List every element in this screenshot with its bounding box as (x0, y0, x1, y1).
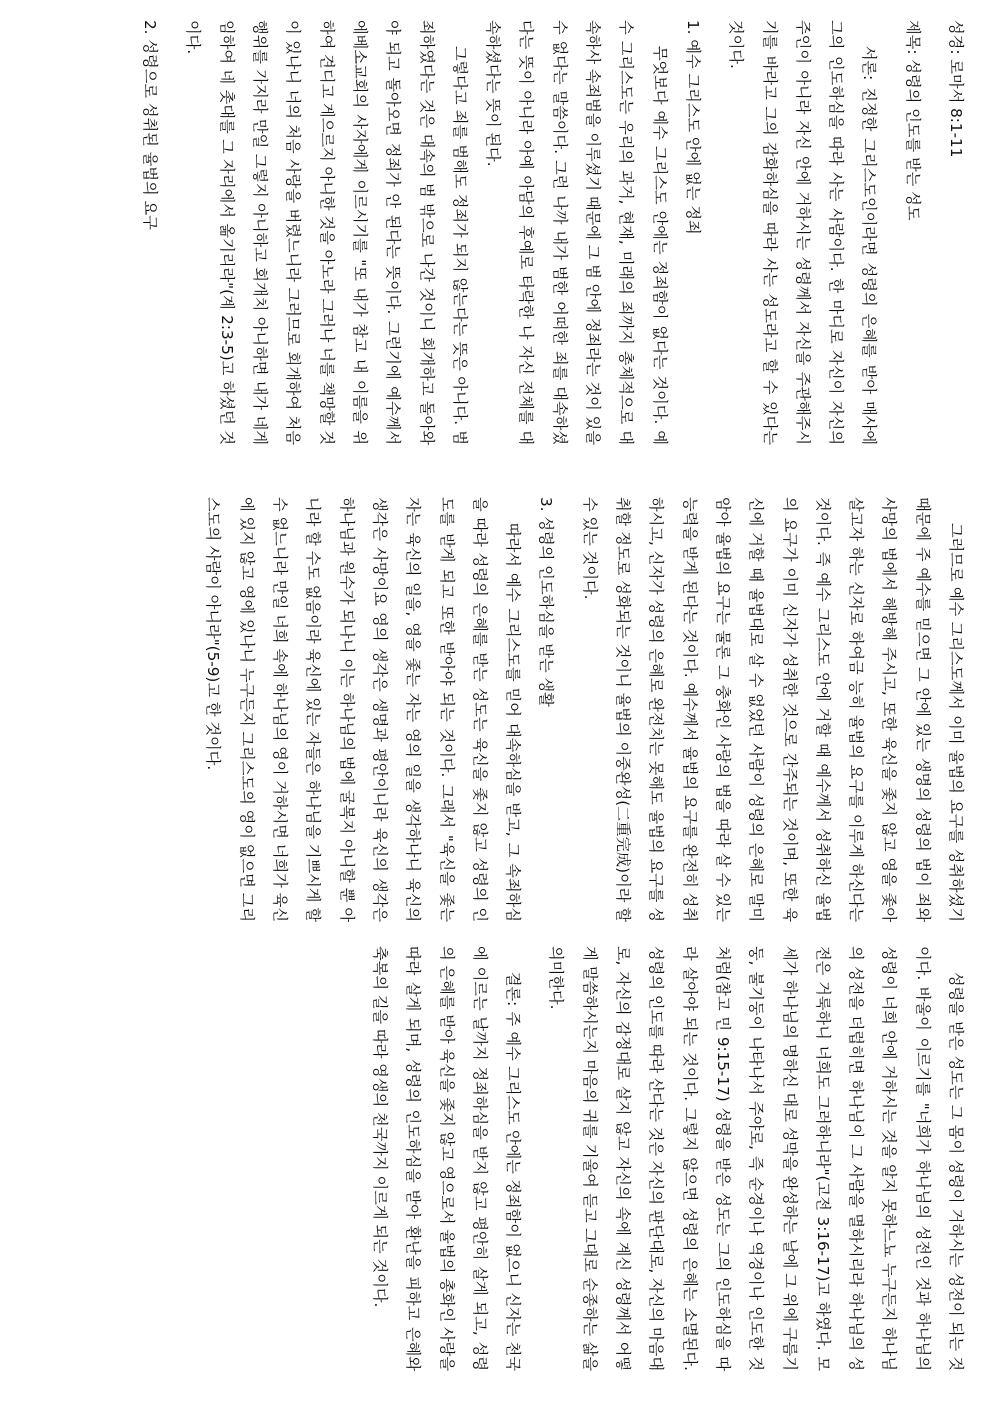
section-3-paragraph-1: 따라서 예수 그리스도를 믿어 대속하심을 받고, 그 속죄하심을 따라 성령의 은혜를 받는 성도는 육신을 좇지 않고 성령의 인도를 받게 되고 또한 받아야 되는 것이다. 그래서 "육신을 좇는 자는 육신의 일을, 영을 좇는 자는 영의 일을 생각하나니 육신의 생각은 사망이요 영의 생각은 생명과 평안이니라 육신의 생각은 하나님과 원수가 되나니 이는 하나님의 법에 굴복지 아니할 뿐 아니라 할 수도 없음이라 육신에 있는 자들은 하나님을 기쁘시게 할 수 없느니라 만일 너희 속에 하나님의 영이 거하시면 너희가 육신에 있지 않고 영에 있나니 누구든지 그리스도의 영이 없으면 그리스도의 사람이 아니라"(5-9)고 한 것이다. (204, 497, 523, 922)
conclusion-paragraph: 결론: 주 예수 그리스도 안에는 정죄함이 없으니 신자는 천국에 이르는 날까지 정죄하심을 받지 않고 평안히 살게 되고, 성령의 은혜를 받아 육신을 좇지 않고 영으로서 율법의 총화인 사랑을 따라 살게 되며, 성령의 인도하심을 받아 환난을 피하고 은혜와 축복의 길을 따라 영생의 천국까지 이르게 되는 것이다. (370, 946, 523, 1371)
section-2-heading: 2. 성령으로 성취된 율법의 요구 (141, 20, 160, 230)
column-1 (133, 20, 972, 445)
sermon-title: 제목: 성령의 인도를 받는 성도 (903, 20, 922, 221)
section-1-heading: 1. 예수 그리스도 안에 없는 정죄 (683, 20, 702, 235)
column-3 (363, 946, 972, 1371)
section-3-heading: 3. 성령의 인도하심을 받는 생활 (537, 497, 556, 707)
column-2 (196, 497, 972, 922)
section-1-paragraph-2: 그렇다고 죄를 범해도 정죄가 되지 않는다는 뜻은 아니다. 범죄하였다는 것은 대속의 범 밖으로 나간 것이니 회개하고 돌아와야 되고 돌아오면 정죄가 안 된다는 뜻이다. 그런기에 예수께서 에베소교회의 사자에게 이르시기를 "또 내가 참고 내 이름을 위하여 견디고 게으르지 아니한 것을 아노라 그러나 너를 책망할 것이 있나니 너의 처음 사랑을 버렸느니라 그러므로 회개하여 처음 행위를 가지라 만일 그렇지 아니하고 회개치 아니하면 내가 네게 임하여 네 촛대를 그 자리에서 옮기리라"(계 2:3-5)고 하셨던 것이다. (184, 20, 469, 445)
section-1-paragraph-1: 무엇보다 예수 그리스도 안에는 정죄함이 없다는 것이다. 예수 그리스도는 우리의 과거, 현재, 미래의 죄까지 총체적으로 대속하사 속죄범을 이루셨기 때문에 그 범 안에 정죄라는 것이 있을 수 없다는 말씀이다. 그런 나까 내가 범한 어떠한 죄를 대속하셨다는 뜻이 아니라 아예 아담의 후예로 타락한 나 자신 전체를 대속하셨다는 뜻이 된다. (484, 20, 669, 445)
section-2-paragraph-1: 그러므로 예수 그리스도께서 이미 율법의 요구를 성취하셨기 때문에 주 예수를 믿으면 그 안에 있는 생명의 성령의 법이 죄와 사망의 법에서 해방해 주시고, 또한 육신을 좇지 않고 영을 좇아 살고자 하는 신자로 하여금 능히 율법의 요구를 이루게 하신다는 것이다. 즉 예수 그리스도 안에 거할 때 예수께서 성취하신 율법의 요구가 이미 신자가 성취한 것으로 간주되는 것이며, 또한 육신에 거할 때 율법대로 살 수 없었던 사람이 성령의 은혜로 말미암아 율법의 요구는 물론 그 충화인 사랑의 법을 따라 살 수 있는 능력을 받게 된다는 것이다. 예수께서 율법의 요구를 완전히 성취하시고, 신자가 성령의 은혜로 완전치는 못해도 율법의 요구를 성취할 정도로 성화되는 것이니 율법의 이중완성(二重完成)이라 할 수 있는 것이다. (580, 497, 965, 922)
section-3-paragraph-2: 성령을 받은 성도는 그 몸이 성령이 거하시는 성전이 되는 것이다. 바울이 이르기를 "너희가 하나님의 성전인 것과 하나님의 성령이 너희 안에 거하시는 것을 알지 못하느뇨 누구든지 하나님의 성전을 더럽히면 하나님이 그 사람을 멸하시리라 하나님의 성전은 거룩하니 너희도 그러하니라"(고전 3:16-17)고 하였다. 모세가 하나님의 명하신 대로 성막을 완성하는 날에 그 위에 구름기둥, 불기둥이 나타나서 주야로, 즉 순경이나 역경이나 인도한 것처럼(참고 민 9:15-17) 성령을 받은 성도는 그의 인도하심을 따라 살아야 되는 것이다. 그렇지 않으면 성령의 은혜는 소멸된다. 성령의 인도를 따라 산다는 것은 자신의 판단대로, 자신의 마음대로, 자신의 감정대로 살지 않고 자신의 속에 계신 성령께서 어떻게 말씀하시는지 마음의 귀를 기울여 듣고 그대로 순종하는 삶을 의미한다. (547, 946, 965, 1371)
scripture-reference: 성경: 로마서 8:1-11 (947, 20, 965, 158)
intro-paragraph: 서론: 진정한 그리스도인이라면 성령의 은혜를 받아 매사에 그의 인도하심을 따라 사는 사람이다. 한 마디로 자신이 자신의 주인이 아니라 자신 안에 거하시는 성령께서 자신을 주관해주시기를 바라고 그의 감화하심을 따라 사는 성도라고 할 수 있다는 것이다. (727, 20, 879, 445)
